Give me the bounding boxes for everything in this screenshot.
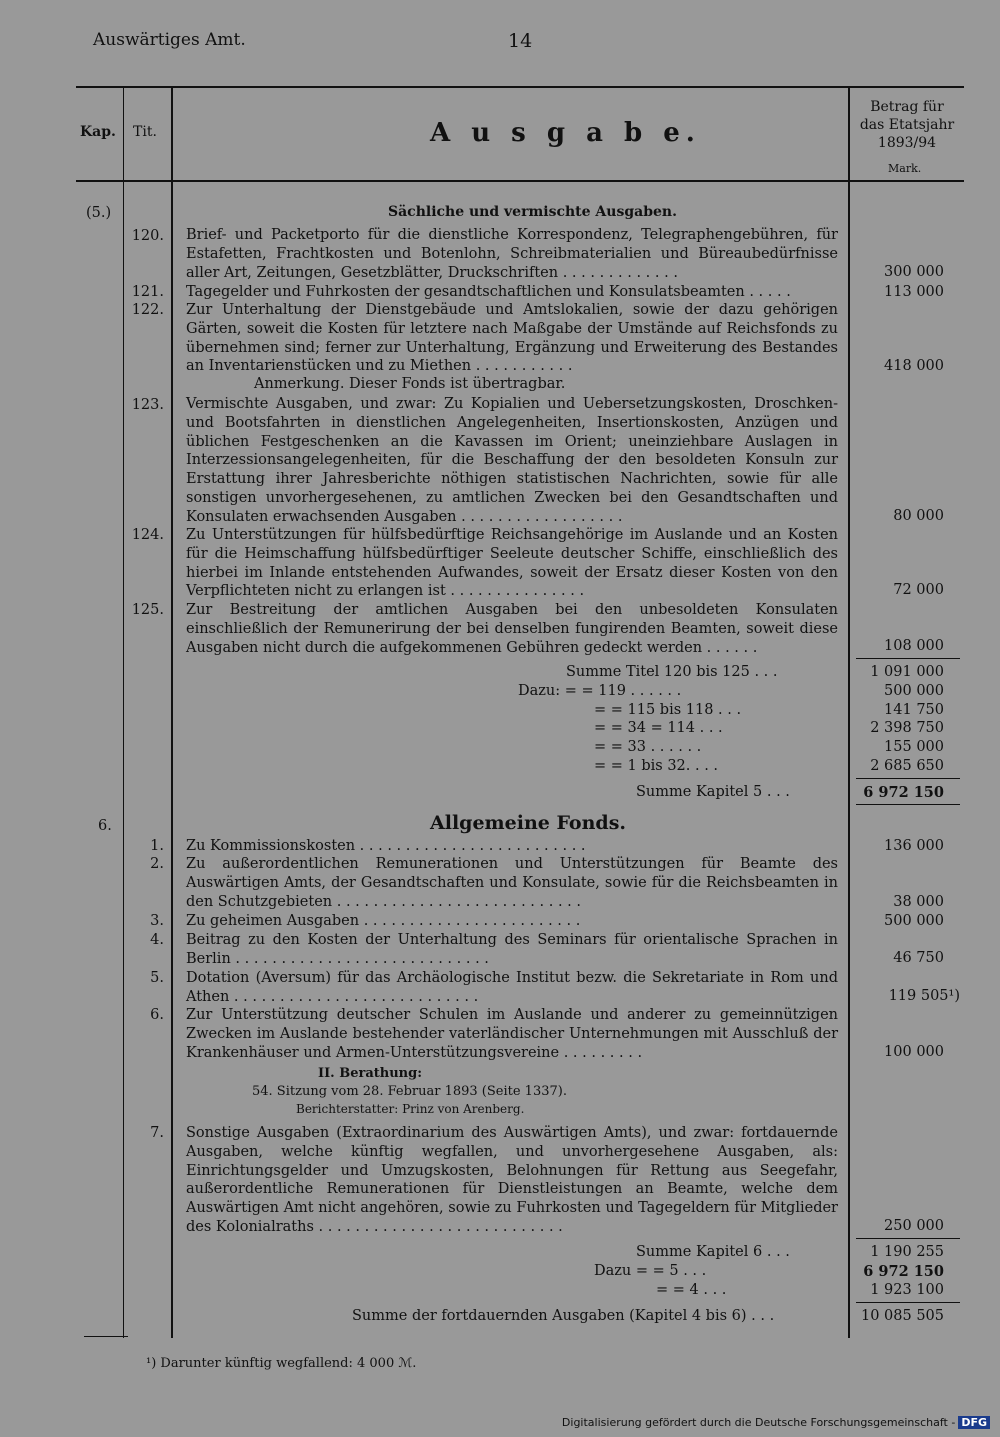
item-6-2-amount: 38 000 (893, 894, 944, 910)
heading-saechliche-ausgaben: Sächliche und vermischte Ausgaben. (388, 204, 677, 220)
tit-124: 124. (131, 527, 164, 543)
item-6-1-amount: 136 000 (884, 838, 944, 854)
item-122-amount: 418 000 (884, 358, 944, 374)
heading-allgemeine-fonds: Allgemeine Fonds. (430, 812, 627, 834)
page-number: 14 (508, 30, 533, 52)
item-6-3-text: Zu geheimen Ausgaben . . . . . . . . . . . . . . . . . . . . . . . . (186, 913, 581, 929)
item-6-7-text: Sonstige Ausgaben (Extraordinarium des Auswärtigen Amts), und zwar: fortdauernde Ausgaben, welche künftig wegfallen, und unvorhergesehene Ausgaben, als: Einrichtungsgelder und Umzugskosten, Belohnungen für Rettung aus Seegefahr, außerordentliche Remunerationen für Dienstleistungen an Beamte, welche dem Auswärtigen Amt nicht angehören, sowie zu Fuhrkosten und Tagegeldern für Mitglieder des Kolonialraths . . . . . . . . . . . . . . . . . . . . . . . . . . . (186, 1125, 838, 1235)
sum5-amount-5: 2 685 650 (870, 758, 944, 774)
item-125-text: Zur Bestreitung der amtlichen Ausgaben bei den unbesoldeten Konsulaten einschließlich der Remunerirung der bei denselben fungirenden Beamten, soweit diese Ausgaben nicht durch die aufgekommenen Gebühren gedeckt werden . . . . . . (186, 602, 838, 656)
item-6-4-amount: 46 750 (893, 950, 944, 966)
col-divider-betrag (848, 88, 850, 1338)
header-bottom-rule (76, 180, 964, 182)
sum-rule-6b (856, 1302, 960, 1303)
sum5-line-3: = = 34 = 114 . . . (594, 720, 723, 736)
page-header-title: Auswärtiges Amt. (93, 30, 246, 50)
item-120-text: Brief- und Packetporto für die dienstliche Korrespondenz, Telegraphengebühren, für Estafetten, Frachtkosten und Botenlohn, Schreibmaterialien und Büreaubedürfnisse aller Art, Zeitungen, Gesetzblätter, Druckschriften . . . . . . . . . . . . . (186, 227, 838, 281)
item-120-amount: 300 000 (884, 264, 944, 280)
top-rule (76, 86, 964, 88)
item-122-text: Zur Unterhaltung der Dienstgebäude und Amtslokalien, sowie der dazu gehörigen Gärten, soweit die Kosten für letztere nach Maßgabe der Umstände auf Reichsfonds zu übernehmen sind; ferner zur Unterhaltung, Ergänzung und Erweiterung des Bestandes an Inventarienstücken und zu Miethen . . . . . . . . . . . (186, 302, 838, 375)
sum5-amount-3: 2 398 750 (870, 720, 944, 736)
dfg-footer (562, 1416, 990, 1429)
tit-6-7: 7. (150, 1125, 164, 1141)
item-6-5-amount: 119 505¹) (888, 988, 960, 1004)
item-123-amount: 80 000 (893, 508, 944, 524)
tit-6-3: 3. (150, 913, 164, 929)
item-6-5-text: Dotation (Aversum) für das Archäologische Institut bezw. die Sekretariate in Rom und Athen . . . . . . . . . . . . . . . . . . . . . . . . . . . (186, 970, 838, 1005)
sum6-amount-1: 6 972 150 (863, 1263, 944, 1280)
tit-120: 120. (131, 228, 164, 244)
sum6-line-0: Summe Kapitel 6 . . . (636, 1244, 790, 1260)
col-divider-tit (171, 88, 173, 1338)
item-6-3-amount: 500 000 (884, 913, 944, 929)
col-betrag-header: Betrag für das Etatsjahr 1893/94 (859, 99, 955, 151)
col-ausgabe-header: A u s g a b e. (430, 118, 701, 148)
kapitel-6-label: 6. (98, 818, 112, 834)
col-tit-header: Tit. (133, 124, 157, 140)
anmerkung-note: Anmerkung. Dieser Fonds ist übertragbar. (254, 376, 566, 392)
col-divider-kap (123, 88, 124, 1338)
item-123-text: Vermischte Ausgaben, und zwar: Zu Kopialien und Uebersetzungskosten, Droschken- und Bootsfahrten in dienstlichen Angelegenheiten, Insertionskosten, Anzügen und üblichen Festgeschenken an die Kavassen im Orient; uneinziehbare Auslagen in Interzessionsangelegenheiten, für die Beschaffung der den besoldeten Konsuln zur Erstattung ihrer Jahresberichte nöthigen statistischen Nachrichten, sowie für alle sonstigen unvorhergesehenen, zu amtlichen Zwecken bei den Gesandtschaften und Konsulaten erwachsenden Ausgaben . . . . . . . . . . . . . . . . . . (186, 396, 838, 525)
sum5-line-1: Dazu: = = 119 . . . . . . (518, 683, 682, 699)
col-mark-header: Mark. (888, 162, 922, 175)
tit-6-4: 4. (150, 932, 164, 948)
sum6-line-1: Dazu = = 5 . . . (594, 1263, 707, 1279)
sum6-amount-0: 1 190 255 (870, 1244, 944, 1260)
tit-123: 123. (131, 397, 164, 413)
sum5-line-4: = = 33 . . . . . . (594, 739, 702, 755)
sum5-line-2: = = 115 bis 118 . . . (594, 702, 742, 718)
item-6-6-text: Zur Unterstützung deutscher Schulen im Auslande und anderer zu gemeinnützigen Zwecken im Auslande bestehender vaterländischer Unternehmungen mit Ausschluß der Krankenhäuser und Armen-Unterstützungsvereine . . . . . . . . . (186, 1007, 838, 1061)
sum-rule-6a (856, 1238, 960, 1239)
berathung-sitzung: 54. Sitzung vom 28. Februar 1893 (Seite 1337). (252, 1084, 567, 1099)
footnote: ¹) Darunter künftig wegfallend: 4 000 ℳ. (146, 1356, 417, 1371)
item-121-text: Tagegelder und Fuhrkosten der gesandtschaftlichen und Konsulatsbeamten . . . . . (186, 284, 791, 300)
item-125-amount: 108 000 (884, 638, 944, 654)
item-6-2-text: Zu außerordentlichen Remunerationen und Unterstützungen für Beamte des Auswärtigen Amts, der Gesandtschaften und Konsulate, sowie für die Reichsbeamten in den Schutzgebieten . . . . . . . . . . . . . . . . . . . . . . . . . . . (186, 856, 838, 910)
sum-rule-5c (856, 804, 960, 805)
tit-122: 122. (131, 302, 164, 318)
sum5-line-0: Summe Titel 120 bis 125 . . . (566, 664, 778, 680)
dfg-logo-icon: DFG (958, 1416, 990, 1429)
sum5-amount-0: 1 091 000 (870, 664, 944, 680)
sum5-line-6: Summe Kapitel 5 . . . (636, 784, 790, 800)
sum-rule-5a (856, 658, 960, 659)
item-6-7-amount: 250 000 (884, 1218, 944, 1234)
tit-6-2: 2. (150, 856, 164, 872)
sum5-line-5: = = 1 bis 32. . . . (594, 758, 719, 774)
item-121-amount: 113 000 (884, 284, 944, 300)
sum-rule-5b (856, 778, 960, 779)
item-124-amount: 72 000 (893, 582, 944, 598)
berathung-title: II. Berathung: (318, 1066, 422, 1081)
tit-121: 121. (131, 284, 164, 300)
item-6-6-amount: 100 000 (884, 1044, 944, 1060)
tit-6-6: 6. (150, 1007, 164, 1023)
sum5-amount-6: 6 972 150 (863, 784, 944, 801)
item-124-text: Zu Unterstützungen für hülfsbedürftige Reichsangehörige im Auslande und an Kosten für die Heimschaffung hülfsbedürftiger Seeleute deutscher Schiffe, einschließlich des hierbei im Inlande entstehenden Aufwandes, soweit der Ersatz dieser Kosten von den Verpflichteten nicht zu erlangen ist . . . . . . . . . . . . . . . (186, 527, 838, 600)
tit-125: 125. (131, 602, 164, 618)
sum5-amount-1: 500 000 (884, 683, 944, 699)
tit-6-1: 1. (150, 838, 164, 854)
item-6-1-text: Zu Kommissionskosten . . . . . . . . . . . . . . . . . . . . . . . . . (186, 838, 586, 854)
sum5-amount-4: 155 000 (884, 739, 944, 755)
sum6-amount-2: 1 923 100 (870, 1282, 944, 1298)
item-6-4-text: Beitrag zu den Kosten der Unterhaltung des Seminars für orientalische Sprachen in Berlin . . . . . . . . . . . . . . . . . . . . . . . . . . . . (186, 932, 838, 967)
kapitel-5-label: (5.) (86, 205, 112, 221)
berathung-berichterstatter: Berichterstatter: Prinz von Arenberg. (296, 1102, 525, 1116)
sum5-amount-2: 141 750 (884, 702, 944, 718)
footnote-rule (84, 1336, 128, 1337)
sum6-amount-3: 10 085 505 (860, 1308, 944, 1324)
col-kap-header: Kap. (80, 124, 116, 140)
tit-6-5: 5. (150, 970, 164, 986)
sum6-line-2: = = 4 . . . (656, 1282, 727, 1298)
dfg-footer-text: Digitalisierung gefördert durch die Deutsche Forschungsgemeinschaft - (561, 1416, 956, 1429)
sum6-line-3: Summe der fortdauernden Ausgaben (Kapitel 4 bis 6) . . . (352, 1308, 775, 1324)
